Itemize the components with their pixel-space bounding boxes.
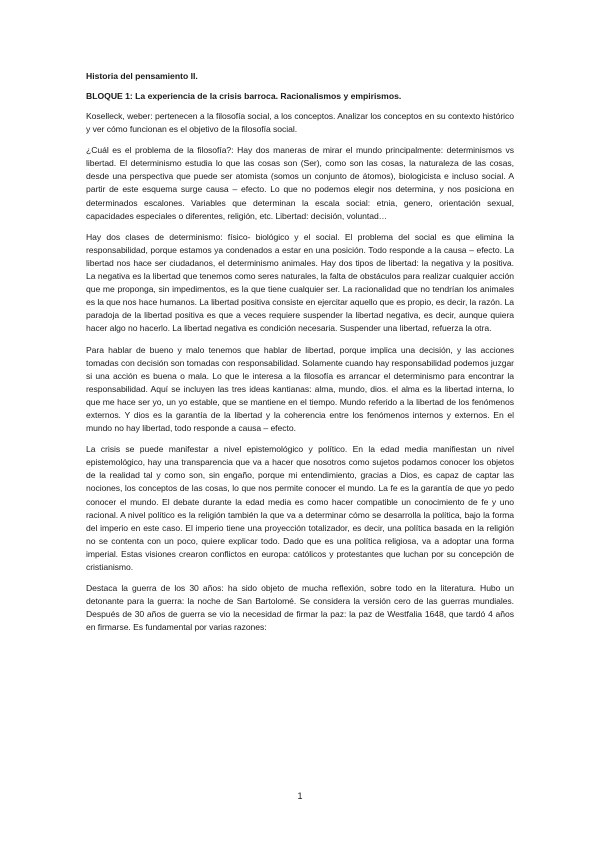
section-heading: BLOQUE 1: La experiencia de la crisis barroca. Racionalismos y empirismos. — [86, 91, 402, 101]
paragraph: La crisis se puede manifestar a nivel epistemológico y político. En la edad media manifiestan un nivel epistemológico, hay una transparencia que va a hacer que nosotros como sujetos podamos conocer los objetos de la realidad tal y como son, sin engaño, porque mi entendimiento, gracias a Dios, es capaz de captar las nociones, los conceptos de las cosas, lo que nos permite conocer el mundo. La fe es la garantía de que yo pedo conocer el mundo. El debate durante la edad media es como hacer compatible un conocimiento de fe y uno racional. A nivel político es la religión también la que va a determinar cómo se desarrolla la política, bajo la forma del imperio en este caso. El imperio tiene una proyección totalizador, es decir, una política basada en la religión no se contenta con un poco, quiere explicar todo. Dado que es una política religiosa, va a adoptar una forma imperial. Estas visiones crearon conflictos en europa: católicos y protestantes que luchan por su concepción de cristianismo. — [86, 444, 514, 572]
paragraph: Koselleck, weber: pertenecen a la filosofía social, a los conceptos. Analizar los conceptos en su contexto histórico y ver cómo funcionan es el objetivo de la filosofía social. — [86, 111, 514, 135]
paragraph: ¿Cuál es el problema de la filosofía?: Hay dos maneras de mirar el mundo principalmente: determinismos vs libertad. El determinismo estudia lo que las cosas son (Ser), como son las cosas, la naturaleza de las cosas, desde una perspectiva que puede ser atomista (somos un conjunto de átomos), biologicista e incluso social. A partir de este esquema surge causa – efecto. Lo que no podemos elegir nos determina, y nos posiciona en determinados escalones. Variables que determinan la escala social: etnia, genero, orientación sexual, capacidades especiales o diferentes, religión, etc. Libertad: decisión, voluntad… — [86, 145, 514, 221]
paragraph: Hay dos clases de determinismo: físico- biológico y el social. El problema del social es que elimina la responsabilidad, porque estamos ya condenados a estar en una posición. Todo responde a la causa – efecto. La libertad nos hace ser ciudadanos, el determinismo animales. Hay dos tipos de libertad: la negativa y la positiva. La negativa es la libertad que tenemos como seres naturales, la falta de obstáculos para realizar cualquier acción que me proponga, sin impedimentos, es la que tiene cualquier ser. La racionalidad que no tendrían los animales es la que nos hace humanos. La libertad positiva consiste en ejercitar aquello que es propio, es decir, la razón. La paradoja de la libertad positiva es que a veces requiere suspender la libertad negativa, es decir, aunque quiera hacer algo no hacerlo. La libertad negativa es condición necesaria. Suspender una libertad, refuerza la otra. — [86, 231, 514, 334]
page-number: 1 — [297, 791, 303, 801]
document-title: Historia del pensamiento II. — [86, 71, 198, 81]
paragraph: Destaca la guerra de los 30 años: ha sido objeto de mucha reflexión, sobre todo en la literatura. Hubo un detonante para la guerra: la noche de San Bartolomé. Se considera la versión cero de las guerras mundiales. Después de 30 años de guerra se vio la necesidad de firmar la paz: la paz de Westfalia 1648, que tardó 4 años en firmarse. Es fundamental por varias razones: — [86, 583, 514, 633]
paragraph: Para hablar de bueno y malo tenemos que hablar de libertad, porque implica una decisión, y las acciones tomadas con decisión son tomadas con responsabilidad. Solamente cuando hay responsabilidad podemos juzgar si una acción es buena o mala. Lo que le interesa a la filosofía es arrancar el determinismo para encontrar la responsabilidad. Aquí se incluyen las tres ideas kantianas: alma, mundo, dios. el alma es la libertad interna, lo que me hace ser yo, un yo estable, que se mantiene en el tiempo. Mundo referido a la libertad de los fenómenos externos. Y dios es la garantía de la libertad y la coherencia entre los fenómenos internos y externos. En el mundo no hay libertad, todo responde a causa – efecto. — [86, 344, 514, 434]
page-content — [86, 70, 514, 642]
